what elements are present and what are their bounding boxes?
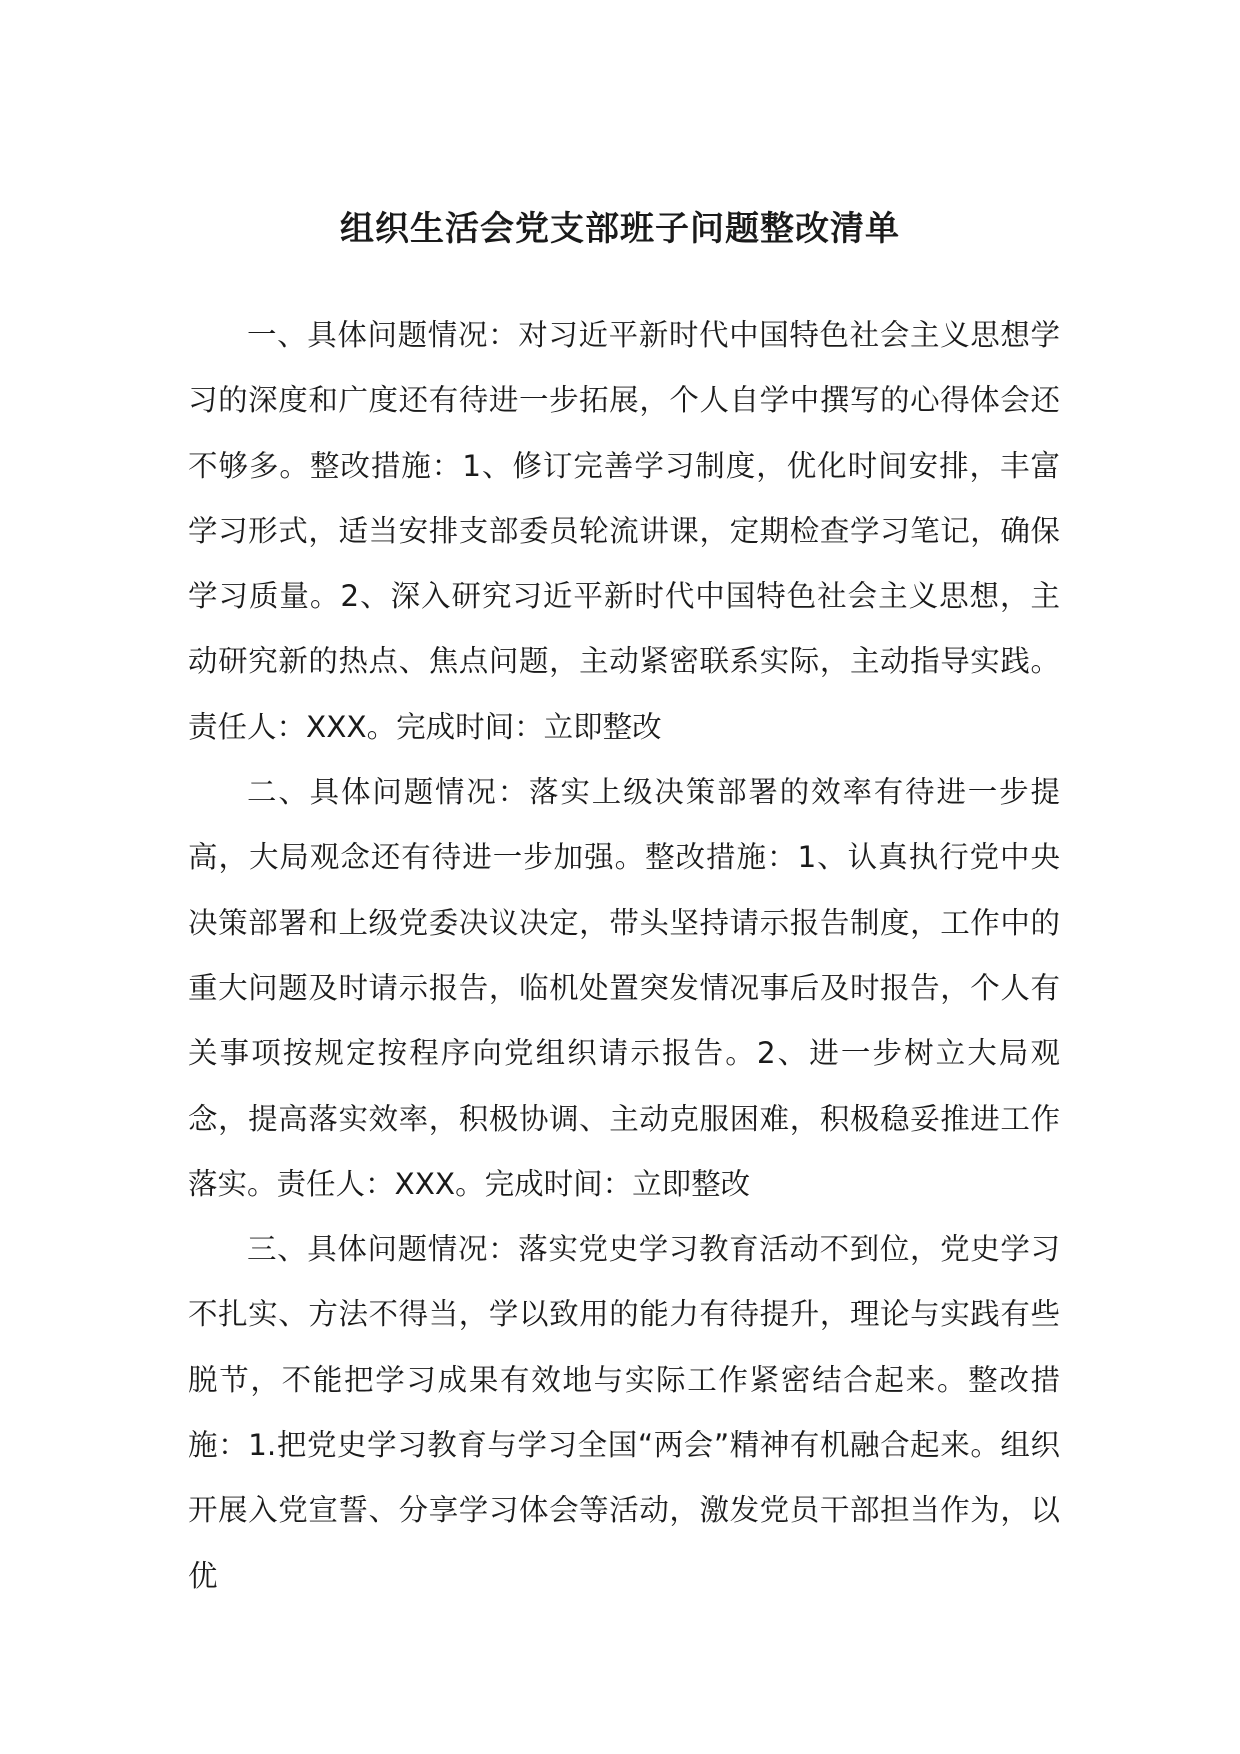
document-body bbox=[188, 303, 1060, 1609]
paragraph-3: 三、具体问题情况：落实党史学习教育活动不到位，党史学习不扎实、方法不得当，学以致用的能力有待提升，理论与实践有些脱节，不能把学习成果有效地与实际工作紧密结合起来。整改措施：1.把党史学习教育与学习全国“两会”精神有机融合起来。组织开展入党宣誓、分享学习体会等活动，激发党员干部担当作为，以优 bbox=[188, 1232, 1060, 1593]
document-title: 组织生活会党支部班子问题整改清单 bbox=[340, 209, 900, 249]
paragraph-2: 二、具体问题情况：落实上级决策部署的效率有待进一步提高，大局观念还有待进一步加强。整改措施：1、认真执行党中央决策部署和上级党委决议决定，带头坚持请示报告制度，工作中的重大问题及时请示报告，临机处置突发情况事后及时报告，个人有关事项按规定按程序向党组织请示报告。2、进一步树立大局观念，提高落实效率，积极协调、主动克服困难，积极稳妥推进工作落实。责任人：XXX。完成时间：立即整改 bbox=[188, 775, 1060, 1201]
paragraph-1: 一、具体问题情况：对习近平新时代中国特色社会主义思想学习的深度和广度还有待进一步拓展，个人自学中撰写的心得体会还不够多。整改措施：1、修订完善学习制度，优化时间安排，丰富学习形式，适当安排支部委员轮流讲课，定期检查学习笔记，确保学习质量。2、深入研究习近平新时代中国特色社会主义思想，主动研究新的热点、焦点问题，主动紧密联系实际，主动指导实践。责任人：XXX。完成时间：立即整改 bbox=[188, 318, 1060, 744]
